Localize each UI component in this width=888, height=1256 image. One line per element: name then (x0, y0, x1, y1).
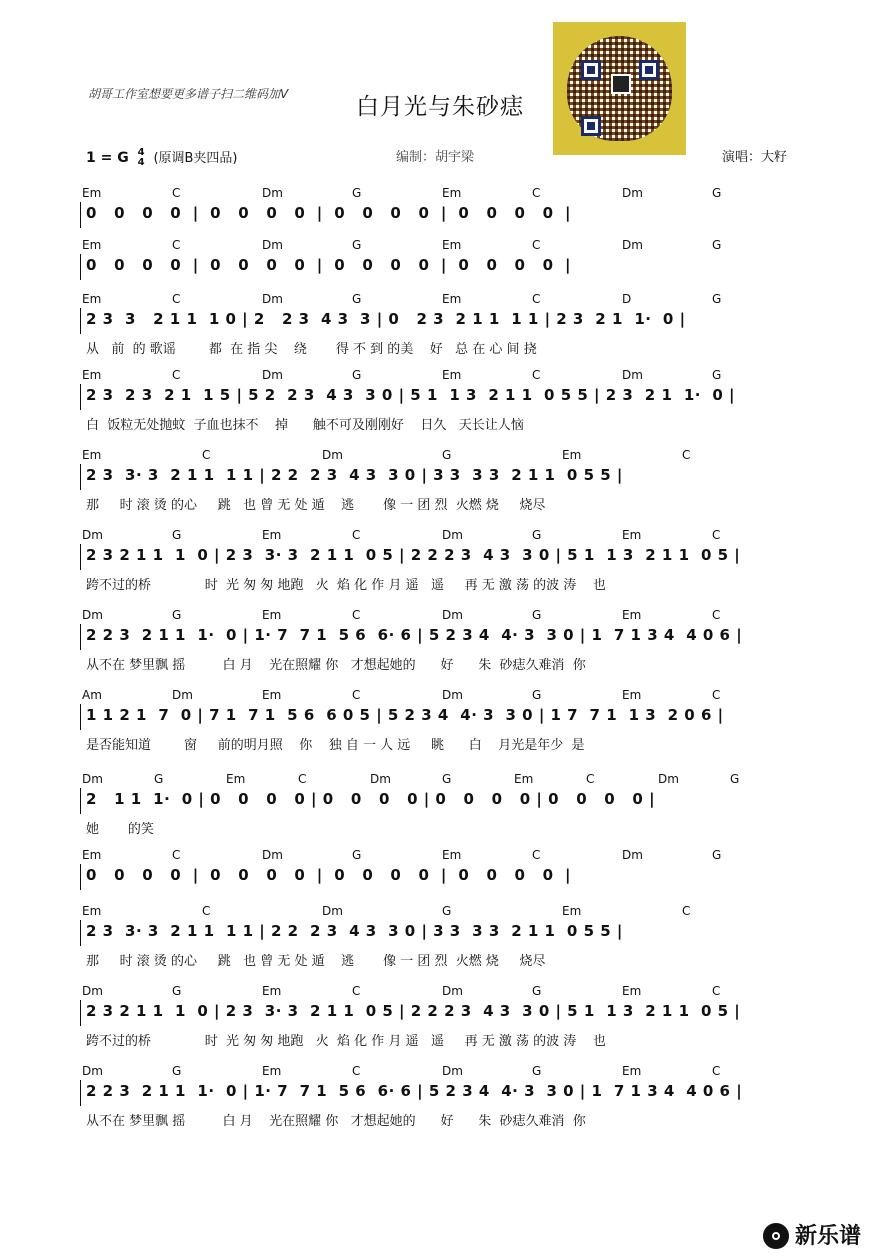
chord-label: G (154, 772, 164, 786)
chord-label: C (352, 528, 361, 542)
chord-label: Em (442, 238, 462, 252)
chord-label: Am (82, 688, 102, 702)
chord-label: G (352, 292, 362, 306)
chord-label: Dm (442, 984, 463, 998)
lyrics-row: 她 的笑 (86, 822, 154, 837)
chord-row (0, 1064, 888, 1082)
arranger-credit: 编制：胡宇梁 (396, 150, 475, 165)
chord-row (0, 368, 888, 386)
bar-line (80, 384, 81, 410)
chord-label: Em (262, 984, 282, 998)
chord-label: Dm (442, 608, 463, 622)
chord-label: Dm (622, 848, 643, 862)
lyrics-row: 从 前 的 歌谣 都 在 指 尖 绕 得 不 到 的美 好 总 在 心 间 挠 (86, 342, 537, 357)
bar-line (80, 544, 81, 570)
time-bottom: 4 (137, 157, 145, 168)
chord-label: Em (622, 688, 642, 702)
bar-line (80, 704, 81, 730)
chord-label: Dm (82, 608, 103, 622)
chord-label: C (172, 368, 181, 382)
chord-label: Dm (370, 772, 391, 786)
chord-label: G (730, 772, 740, 786)
chord-label: C (712, 984, 721, 998)
chord-label: C (712, 1064, 721, 1078)
chord-label: Em (442, 292, 462, 306)
chord-label: G (172, 528, 182, 542)
song-title: 白月光与朱砂痣 (356, 94, 524, 120)
notes-row: 2 3 2 3 2 1 1 5 | 5 2 2 3 4 3 3 0 | 5 1 1 3 2 1 1 0 5 5 | 2 3 2 1 1· 0 | (86, 386, 736, 404)
chord-label: G (712, 292, 722, 306)
chord-label: Dm (442, 528, 463, 542)
chord-label: Dm (262, 238, 283, 252)
notes-row: 2 2 3 2 1 1 1· 0 | 1· 7 7 1 5 6 6· 6 | 5 2 3 4 4· 3 3 0 | 1 7 1 3 4 4 0 6 | (86, 626, 743, 644)
chord-label: G (352, 186, 362, 200)
chord-label: C (532, 186, 541, 200)
capo-note: (原调B夹四品) (153, 151, 238, 166)
chord-label: G (532, 528, 542, 542)
chord-label: C (352, 608, 361, 622)
lyrics-row: 跨不过的桥 时 光 匆 匆 地跑 火 焰 化 作 月 遥 遥 再 无 激 荡 的波 涛 也 (86, 578, 606, 593)
lyrics-row: 那 时 滚 烫 的心 跳 也 曾 无 处 遁 逃 像 一 团 烈 火燃 烧 烧尽 (86, 954, 546, 969)
chord-label: Dm (82, 984, 103, 998)
chord-label: C (172, 292, 181, 306)
chord-label: G (712, 186, 722, 200)
chord-label: Em (442, 848, 462, 862)
chord-label: Dm (442, 688, 463, 702)
chord-label: Em (82, 848, 102, 862)
chord-label: Em (622, 1064, 642, 1078)
chord-label: C (172, 186, 181, 200)
time-signature (138, 148, 145, 168)
chord-label: Dm (622, 368, 643, 382)
notes-row: 2 3 2 1 1 1 0 | 2 3 3· 3 2 1 1 0 5 | 2 2 2 3 4 3 3 0 | 5 1 1 3 2 1 1 0 5 | (86, 1002, 741, 1020)
chord-label: C (532, 848, 541, 862)
bar-line (80, 464, 81, 490)
chord-label: Em (442, 368, 462, 382)
chord-label: C (682, 448, 691, 462)
time-top: 4 (137, 147, 145, 158)
lyrics-row: 那 时 滚 烫 的心 跳 也 曾 无 处 遁 逃 像 一 团 烈 火燃 烧 烧尽 (86, 498, 546, 513)
chord-label: C (586, 772, 595, 786)
chord-label: C (682, 904, 691, 918)
chord-label: C (172, 238, 181, 252)
chord-label: G (442, 448, 452, 462)
chord-label: Dm (622, 186, 643, 200)
key-signature (86, 147, 238, 168)
chord-label: G (352, 368, 362, 382)
chord-label: Em (262, 688, 282, 702)
chord-label: G (442, 904, 452, 918)
chord-label: G (712, 848, 722, 862)
chord-label: Em (622, 608, 642, 622)
bar-line (80, 624, 81, 650)
chord-label: Em (82, 368, 102, 382)
notes-row: 0 0 0 0 | 0 0 0 0 | 0 0 0 0 | 0 0 0 0 | (86, 866, 572, 884)
chord-row (0, 608, 888, 626)
chord-label: Em (442, 186, 462, 200)
bar-line (80, 254, 81, 280)
chord-label: Dm (262, 368, 283, 382)
brand-name: 新乐谱 (795, 1224, 862, 1249)
chord-label: C (712, 528, 721, 542)
notes-row: 2 3 3 2 1 1 1 0 | 2 2 3 4 3 3 | 0 2 3 2 1 1 1 1 | 2 3 2 1 1· 0 | (86, 310, 686, 328)
notes-row: 0 0 0 0 | 0 0 0 0 | 0 0 0 0 | 0 0 0 0 | (86, 256, 572, 274)
chord-row (0, 904, 888, 922)
chord-label: C (352, 1064, 361, 1078)
chord-label: Dm (82, 1064, 103, 1078)
chord-row (0, 772, 888, 790)
chord-label: Em (82, 448, 102, 462)
qr-finder-icon (581, 116, 601, 136)
chord-label: C (532, 238, 541, 252)
chord-label: G (352, 848, 362, 862)
notes-row: 2 2 3 2 1 1 1· 0 | 1· 7 7 1 5 6 6· 6 | 5 2 3 4 4· 3 3 0 | 1 7 1 3 4 4 0 6 | (86, 1082, 743, 1100)
chord-label: Em (562, 448, 582, 462)
chord-label: Dm (442, 1064, 463, 1078)
chord-label: G (172, 984, 182, 998)
lyrics-row: 从不在 梦里飘 摇 白 月 光在照耀 你 才想起她的 好 朱 砂痣久难消 你 (86, 658, 586, 673)
chord-row (0, 848, 888, 866)
chord-label: Dm (262, 292, 283, 306)
chord-row (0, 528, 888, 546)
chord-label: Dm (622, 238, 643, 252)
chord-label: Dm (322, 448, 343, 462)
chord-label: Em (262, 528, 282, 542)
notes-row: 2 3 2 1 1 1 0 | 2 3 3· 3 2 1 1 0 5 | 2 2 2 3 4 3 3 0 | 5 1 1 3 2 1 1 0 5 | (86, 546, 741, 564)
notes-row: 2 3 3· 3 2 1 1 1 1 | 2 2 2 3 4 3 3 0 | 3 3 3 3 2 1 1 0 5 5 | (86, 922, 623, 940)
chord-label: Em (622, 984, 642, 998)
chord-label: Dm (172, 688, 193, 702)
chord-row (0, 238, 888, 256)
brand-logo (763, 1219, 861, 1250)
chord-label: Em (82, 904, 102, 918)
chord-label: Em (226, 772, 246, 786)
chord-label: C (202, 904, 211, 918)
chord-label: Em (262, 1064, 282, 1078)
chord-label: Em (262, 608, 282, 622)
chord-label: G (532, 608, 542, 622)
bar-line (80, 1000, 81, 1026)
chord-label: Dm (658, 772, 679, 786)
record-disc-icon (763, 1223, 789, 1249)
chord-label: Em (82, 238, 102, 252)
chord-label: C (712, 608, 721, 622)
singer-credit: 演唱：大籽 (722, 150, 788, 165)
chord-label: Dm (262, 848, 283, 862)
qr-code-image (553, 22, 686, 155)
chord-label: G (532, 984, 542, 998)
qr-center-logo (611, 74, 631, 94)
chord-label: Em (82, 186, 102, 200)
chord-row (0, 448, 888, 466)
chord-label: D (622, 292, 632, 306)
bar-line (80, 202, 81, 228)
lyrics-row: 是否能知道 窗 前的明月照 你 独 自 一 人 远 眺 白 月光是年少 是 (86, 738, 585, 753)
chord-label: G (532, 688, 542, 702)
chord-label: G (532, 1064, 542, 1078)
chord-row (0, 688, 888, 706)
header-note: 胡哥工作室想要更多谱子扫二维码加V (88, 87, 289, 101)
chord-label: C (298, 772, 307, 786)
bar-line (80, 920, 81, 946)
chord-label: C (352, 688, 361, 702)
qr-finder-icon (639, 60, 659, 80)
chord-label: C (202, 448, 211, 462)
chord-label: Em (514, 772, 534, 786)
bar-line (80, 864, 81, 890)
chord-label: C (532, 292, 541, 306)
chord-row (0, 186, 888, 204)
chord-label: Dm (262, 186, 283, 200)
bar-line (80, 308, 81, 334)
chord-label: G (172, 608, 182, 622)
chord-label: G (712, 368, 722, 382)
bar-line (80, 1080, 81, 1106)
chord-label: G (712, 238, 722, 252)
notes-row: 2 1 1 1· 0 | 0 0 0 0 | 0 0 0 0 | 0 0 0 0 | 0 0 0 0 | (86, 790, 656, 808)
chord-row (0, 292, 888, 310)
notes-row: 0 0 0 0 | 0 0 0 0 | 0 0 0 0 | 0 0 0 0 | (86, 204, 572, 222)
lyrics-row: 跨不过的桥 时 光 匆 匆 地跑 火 焰 化 作 月 遥 遥 再 无 激 荡 的波 涛 也 (86, 1034, 606, 1049)
chord-label: C (172, 848, 181, 862)
chord-label: Em (622, 528, 642, 542)
chord-label: Dm (82, 772, 103, 786)
chord-label: Dm (322, 904, 343, 918)
lyrics-row: 白 饭粒无处抛蚊 子血也抹不 掉 触不可及刚刚好 日久 天长让人恼 (86, 418, 524, 433)
bar-line (80, 788, 81, 814)
chord-label: C (712, 688, 721, 702)
chord-label: G (352, 238, 362, 252)
chord-label: G (442, 772, 452, 786)
chord-label: C (532, 368, 541, 382)
key-label: 1 = G (86, 150, 129, 166)
qr-finder-icon (581, 60, 601, 80)
notes-row: 1 1 2 1 7 0 | 7 1 7 1 5 6 6 0 5 | 5 2 3 4 4· 3 3 0 | 1 7 7 1 1 3 2 0 6 | (86, 706, 724, 724)
notes-row: 2 3 3· 3 2 1 1 1 1 | 2 2 2 3 4 3 3 0 | 3 3 3 3 2 1 1 0 5 5 | (86, 466, 623, 484)
chord-label: C (352, 984, 361, 998)
lyrics-row: 从不在 梦里飘 摇 白 月 光在照耀 你 才想起她的 好 朱 砂痣久难消 你 (86, 1114, 586, 1129)
chord-row (0, 984, 888, 1002)
chord-label: Em (562, 904, 582, 918)
chord-label: Dm (82, 528, 103, 542)
chord-label: G (172, 1064, 182, 1078)
chord-label: Em (82, 292, 102, 306)
